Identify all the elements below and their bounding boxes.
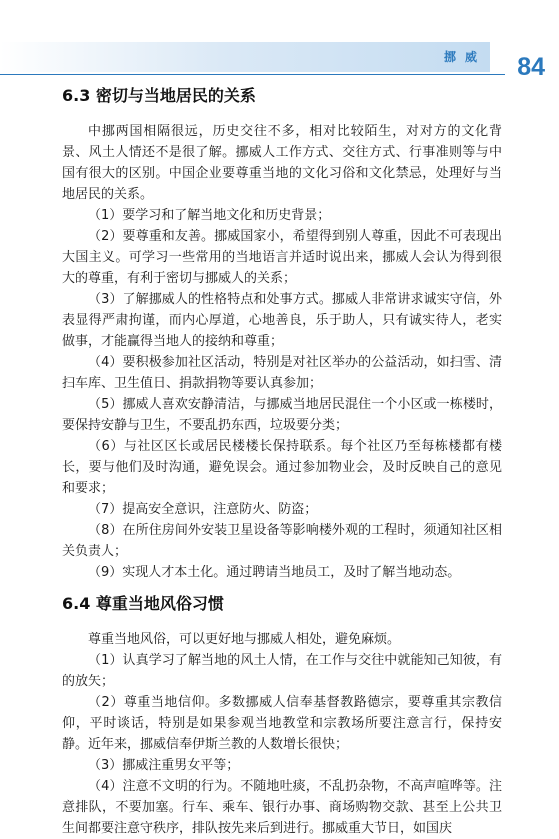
section-6-3 [62, 84, 502, 583]
header-country-name: 挪威 [443, 50, 486, 64]
list-item: （7）提高安全意识，注意防火、防盗； [88, 502, 318, 517]
section-intro-paragraph: 尊重当地风俗，可以更好地与挪威人相处，避免麻烦。 [88, 632, 401, 647]
list-item: （2）要尊重和友善。挪威国家小，希望得到别人尊重，因此不可表现出大国主义。可学习一些常用的当地语言并适时说出来，挪威人会认为得到很大的尊重，有利于密切与挪威人的关系； [62, 229, 502, 286]
list-item: （1）要学习和了解当地文化和历史背景； [88, 208, 331, 223]
list-item: （9）实现人才本土化。通过聘请当地员工，及时了解当地动态。 [88, 565, 461, 580]
page-header [0, 0, 559, 80]
list-item: （3）了解挪威人的性格特点和处事方式。挪威人非常讲求诚实守信，外表显得严肃拘谨，而内心厚道，心地善良，乐于助人，只有诚实待人，老实做事，才能赢得当地人的接纳和尊重； [62, 292, 502, 349]
list-item: （4）要积极参加社区活动，特别是对社区举办的公益活动，如扫雪、清扫车库、卫生值日、捐款捐物等要认真参加； [62, 355, 502, 391]
page-content [62, 84, 502, 839]
list-item: （6）与社区区长或居民楼楼长保持联系。每个社区乃至每栋楼都有楼长，要与他们及时沟通，避免误会。通过参加物业会，及时反映自己的意见和要求； [62, 439, 502, 496]
list-item: （2）尊重当地信仰。多数挪威人信奉基督教路德宗，要尊重其宗教信仰，平时谈话，特别是如果参观当地教堂和宗教场所要注意言行，保持安静。近年来，挪威信奉伊斯兰教的人数增长很快； [62, 695, 502, 752]
list-item: （4）注意不文明的行为。不随地吐痰，不乱扔杂物，不高声喧哗等。注意排队，不要加塞。行车、乘车、银行办事、商场购物交款、甚至上公共卫生间都要注意守秩序，排队按先来后到进行。挪威重大节日，如国庆 [62, 779, 502, 836]
section-6-4 [62, 592, 502, 839]
header-gradient-bar [0, 42, 490, 72]
page-number: 84 [517, 53, 545, 81]
section-title: 6.3 密切与当地居民的关系 [62, 86, 256, 105]
list-item: （8）在所住房间外安装卫星设备等影响楼外观的工程时，须通知社区相关负责人； [62, 523, 502, 559]
section-intro-paragraph: 中挪两国相隔很远，历史交往不多，相对比较陌生，对对方的文化背景、风土人情还不是很了解。挪威人工作方式、交往方式、行事准则等与中国有很大的区别。中国企业要尊重当地的文化习俗和文化禁忌，处理好与当地居民的关系。 [62, 124, 502, 202]
list-item: （1）认真学习了解当地的风土人情，在工作与交往中就能知己知彼，有的放矢； [62, 653, 502, 689]
list-item: （5）挪威人喜欢安静清洁，与挪威当地居民混住一个小区或一栋楼时，要保持安静与卫生，不要乱扔东西，垃圾要分类； [62, 397, 502, 433]
section-title: 6.4 尊重当地风俗习惯 [62, 594, 224, 613]
header-divider [0, 74, 505, 75]
list-item: （3）挪威注重男女平等； [88, 758, 240, 773]
